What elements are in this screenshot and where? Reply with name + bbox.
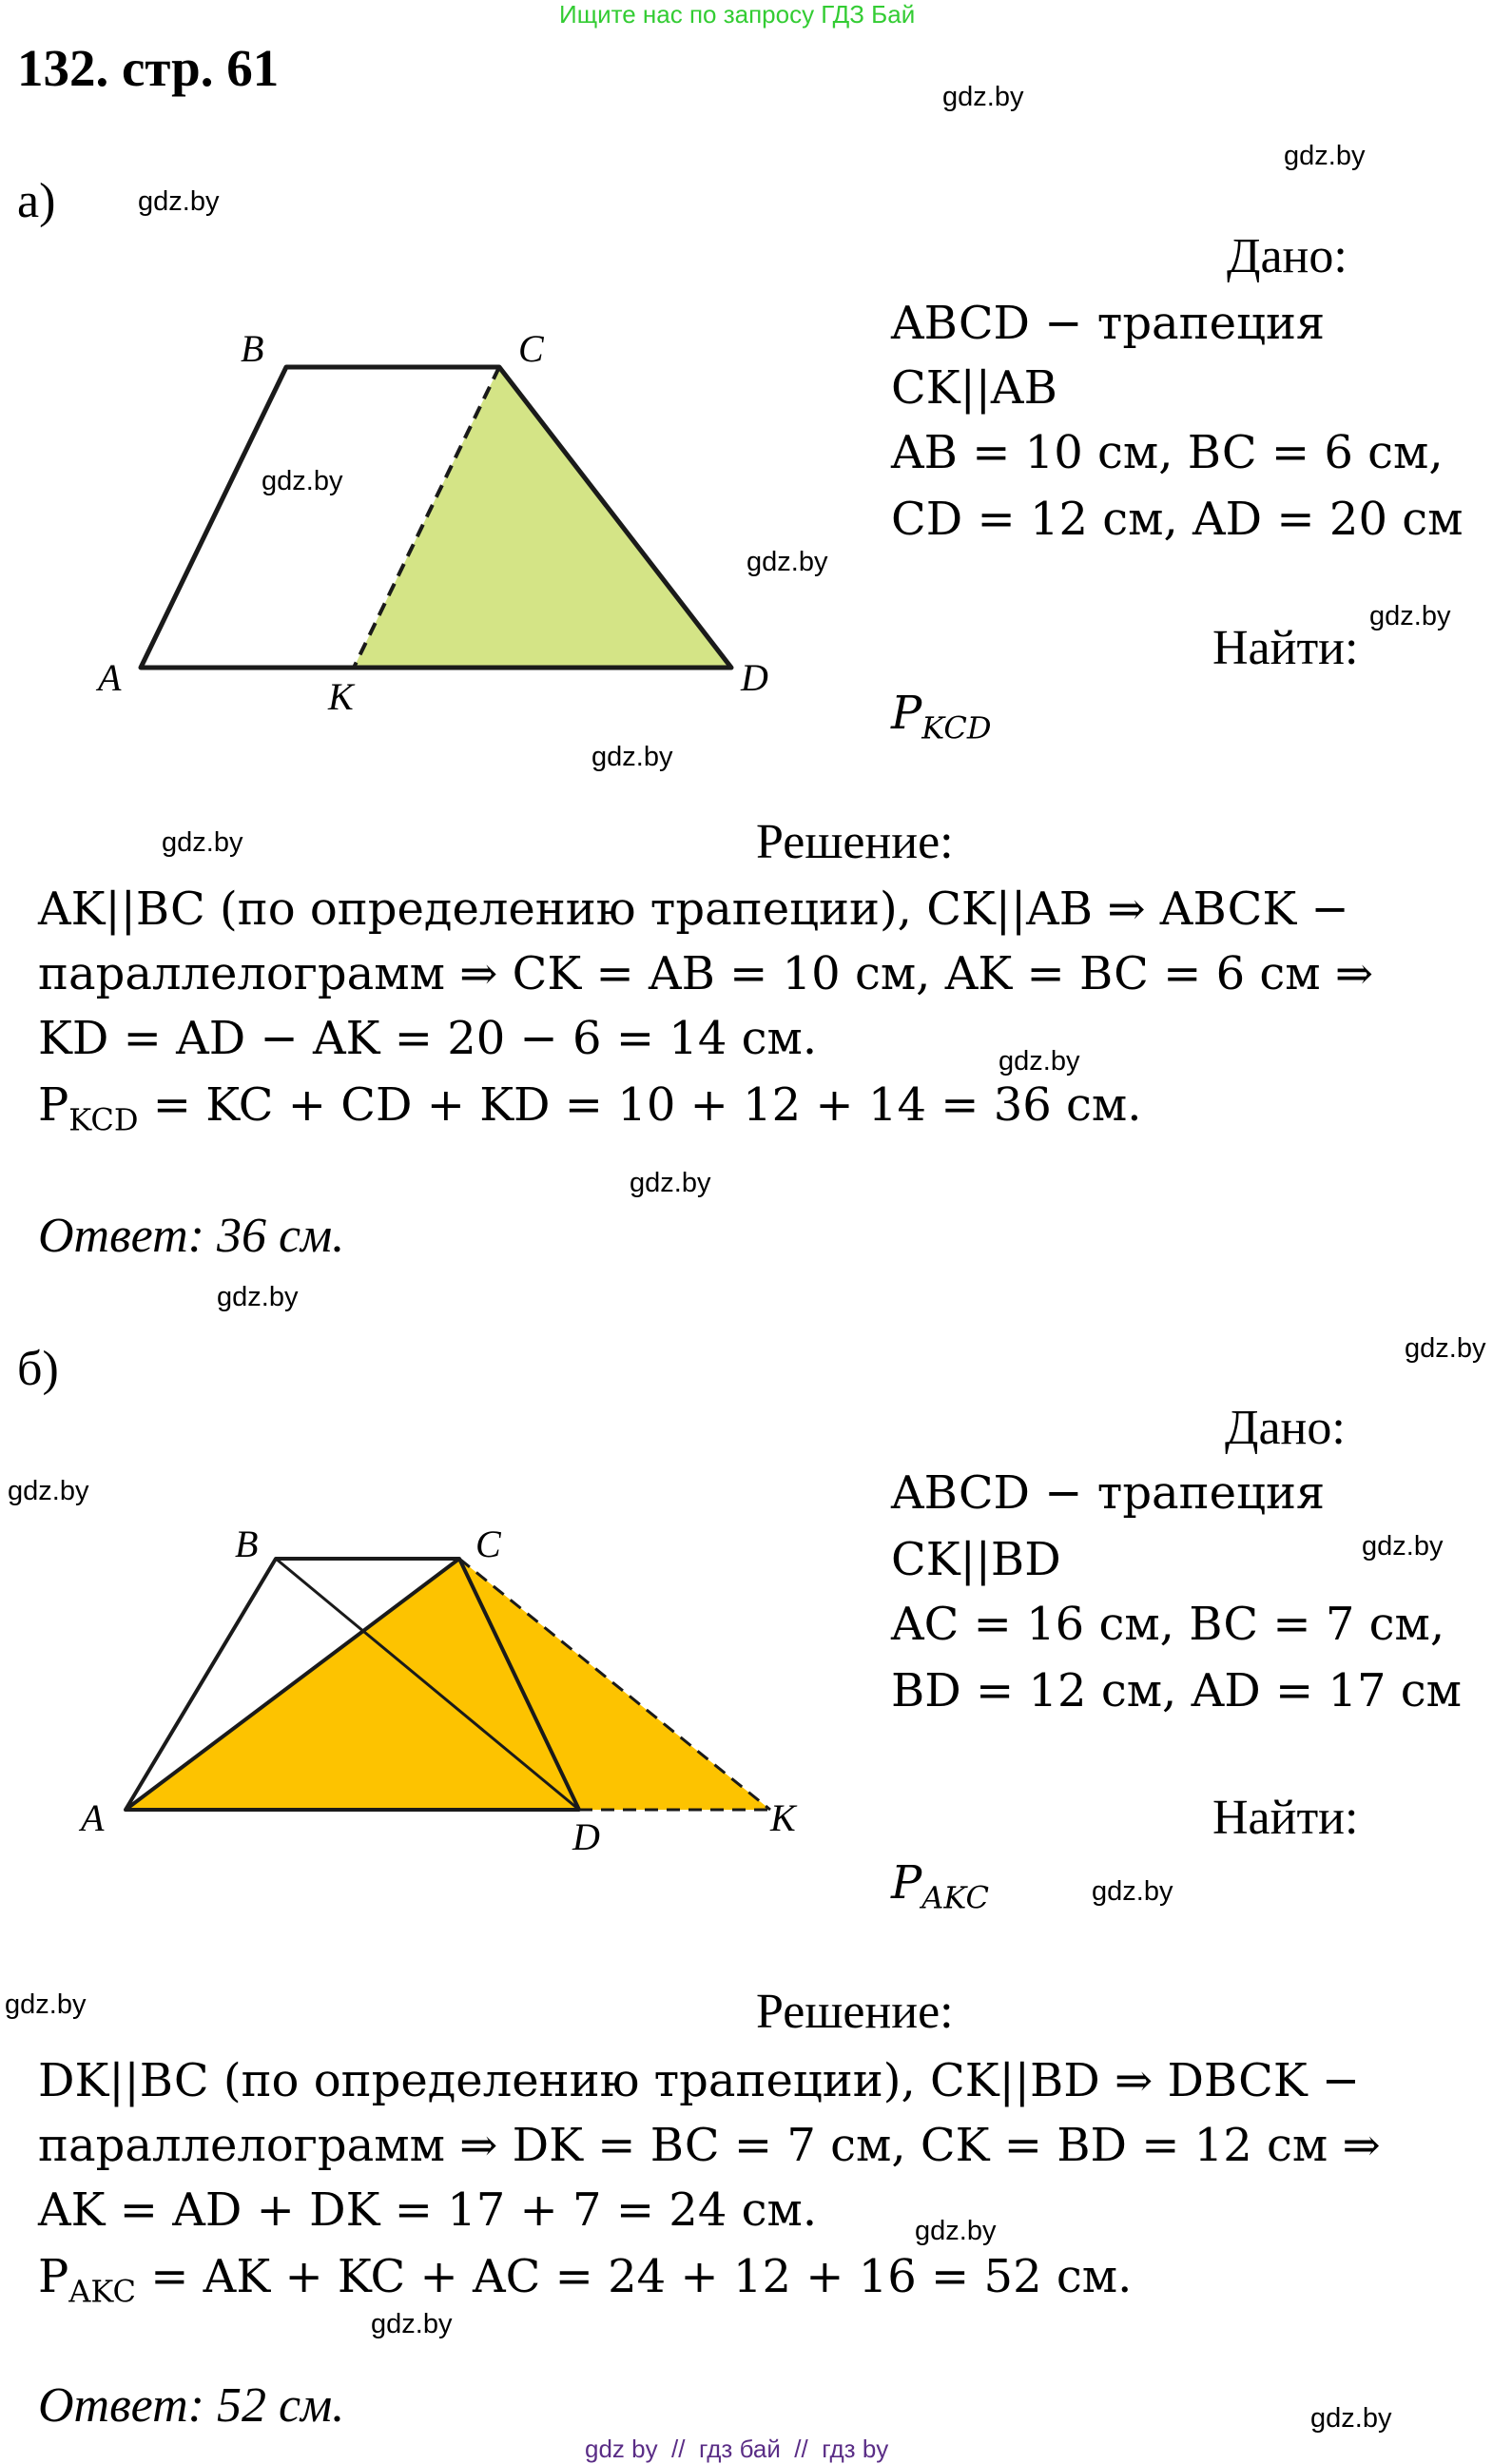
page-title: 132. стр. 61 (17, 39, 280, 97)
vertex-a-label: A (81, 1796, 105, 1839)
given-line-b: CK||BD (891, 1533, 1061, 1586)
watermark: gdz.by (942, 82, 1024, 112)
answer-a: Ответ: 36 см. (38, 1209, 345, 1263)
given-line-a: CD = 12 см, AD = 20 см (891, 493, 1464, 546)
watermark: gdz.by (591, 742, 673, 772)
vertex-k-label: K (328, 675, 354, 718)
solution-line-b: $P_{AKC}$ = AK + KC + AC = 24 + 12 + 16 = 52 см. (38, 2250, 1133, 2310)
given-line-a: AB = 10 см, BC = 6 см, (891, 426, 1444, 479)
given-line-b: AC = 16 см, BC = 7 см, (891, 1598, 1445, 1651)
vertex-d-label: D (572, 1815, 600, 1858)
given-line-a: ABCD − трапеция (891, 297, 1326, 350)
watermark: gdz.by (999, 1046, 1080, 1077)
solution-line-a: AK||BC (по определению трапеции), CK||AB ⇒ ABCK − (38, 883, 1349, 936)
vertex-a-label: A (98, 656, 122, 699)
vertex-b-label: B (235, 1523, 259, 1565)
solution-line-a: $P_{KCD}$ = KC + CD + KD = 10 + 12 + 14 = 36 см. (38, 1078, 1142, 1138)
watermark: gdz.by (746, 547, 828, 577)
watermark: gdz.by (1284, 141, 1366, 171)
watermark: gdz.by (1405, 1333, 1486, 1364)
vertex-b-label: B (241, 327, 264, 370)
watermark: gdz.by (217, 1282, 299, 1312)
vertex-c-label: C (518, 327, 544, 370)
vertex-d-label: D (741, 656, 768, 699)
watermark: gdz.by (262, 466, 343, 496)
find-heading-a: Найти: (1212, 621, 1359, 675)
triangle-akc-fill (126, 1559, 770, 1810)
solution-heading-b: Решение: (756, 1985, 954, 2039)
vertex-k-label: K (770, 1796, 796, 1839)
trapezoid-figure-b (71, 1517, 832, 1869)
solution-line-a: KD = AD − AK = 20 − 6 = 14 см. (38, 1012, 818, 1065)
find-heading-b: Найти: (1212, 1791, 1359, 1845)
watermark: gdz.by (371, 2309, 453, 2339)
solution-line-b: AK = AD + DK = 17 + 7 = 24 см. (38, 2183, 818, 2237)
watermark: gdz.by (162, 827, 243, 858)
find-value-a: $P_{KCD}$ (891, 687, 992, 747)
watermark: gdz.by (1310, 2403, 1392, 2434)
given-line-a: CK||AB (891, 361, 1057, 415)
given-line-b: ABCD − трапеция (891, 1466, 1326, 1520)
solution-line-a: параллелограмм ⇒ CK = AB = 10 см, AK = BC = 6 см ⇒ (38, 947, 1374, 1000)
watermark: gdz.by (5, 1989, 87, 2020)
given-line-b: BD = 12 см, AD = 17 см (891, 1664, 1462, 1717)
watermark: gdz.by (138, 186, 220, 217)
watermark: gdz.by (8, 1476, 89, 1506)
part-a-label: а) (17, 174, 56, 228)
top-banner: Ищите нас по запросу ГДЗ Бай (559, 0, 916, 29)
footer-links[interactable]: gdz by // гдз бай // гдз by (585, 2435, 889, 2463)
solution-heading-a: Решение: (756, 815, 954, 869)
watermark: gdz.by (630, 1168, 711, 1198)
trapezoid-figure-a (90, 323, 768, 732)
watermark: gdz.by (1092, 1876, 1173, 1907)
solution-line-b: DK||BC (по определению трапеции), CK||BD ⇒ DBCK − (38, 2054, 1361, 2107)
watermark: gdz.by (915, 2216, 997, 2246)
given-heading-a: Дано: (1227, 229, 1348, 283)
find-value-b: $P_{AKC}$ (891, 1856, 989, 1916)
watermark: gdz.by (1369, 601, 1451, 631)
given-heading-b: Дано: (1225, 1401, 1346, 1455)
vertex-c-label: C (475, 1523, 501, 1565)
triangle-kcd-fill (354, 367, 731, 668)
solution-line-b: параллелограмм ⇒ DK = BC = 7 см, CK = BD = 12 см ⇒ (38, 2119, 1381, 2172)
part-b-label: б) (17, 1342, 59, 1396)
answer-b: Ответ: 52 см. (38, 2378, 345, 2433)
watermark: gdz.by (1362, 1531, 1444, 1562)
